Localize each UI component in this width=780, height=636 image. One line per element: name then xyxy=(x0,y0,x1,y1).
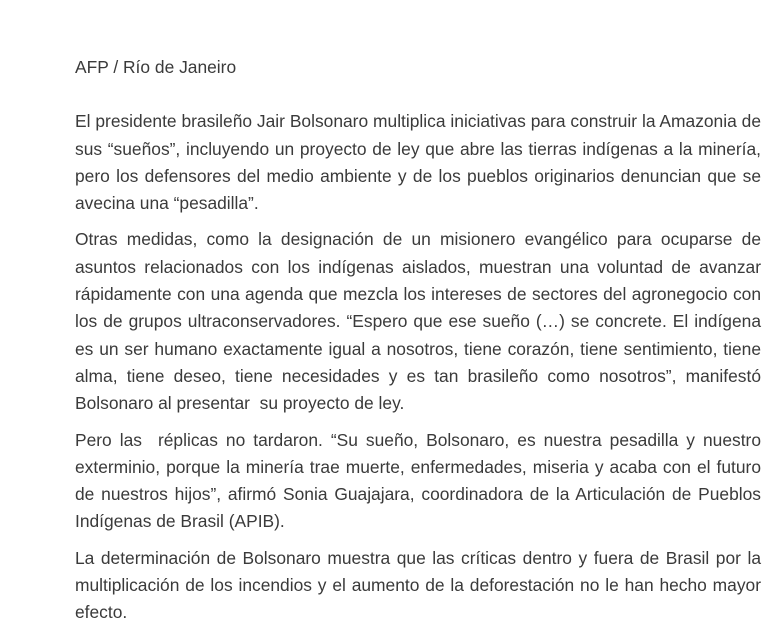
article-body xyxy=(75,54,771,636)
article-byline: AFP / Río de Janeiro xyxy=(75,57,237,77)
article-paragraph: Pero las réplicas no tardaron. “Su sueño, Bolsonaro, es nuestra pesadilla y nuestro exterminio, porque la minería trae muerte, enfermedades, miseria y acaba con el futuro de nuestros hijos”, afirmó Sonia Guajajara, coordinadora de la Articulación de Pueblos Indígenas de Brasil (APIB). xyxy=(75,429,766,532)
article-paragraph: La determinación de Bolsonaro muestra que las críticas dentro y fuera de Brasil por la multiplicación de los incendios y el aumento de la deforestación no le han hecho mayor efecto. xyxy=(75,547,766,623)
article-paragraph: Otras medidas, como la designación de un misionero evangélico para ocuparse de asuntos relacionados con los indígenas aislados, muestran una voluntad de avanzar rápidamente con una agenda que mezcla los intereses de sectores del agronegocio con los de grupos ultraconservadores. “Espero que ese sueño (…) se concrete. El indígena es un ser humano exactamente igual a nosotros, tiene corazón, tiene sentimiento, tiene alma, tiene deseo, tiene necesidades y es tan brasileño como nosotros”, manifestó Bolsonaro al presentar su proyecto de ley. xyxy=(75,229,771,414)
article-paragraph: El presidente brasileño Jair Bolsonaro multiplica iniciativas para construir la Amazonia de sus “sueños”, incluyendo un proyecto de ley que abre las tierras indígenas a la minería, pero los defensores del medio ambiente y de los pueblos originarios denuncian que se avecina una “pesadilla”. xyxy=(75,111,766,214)
